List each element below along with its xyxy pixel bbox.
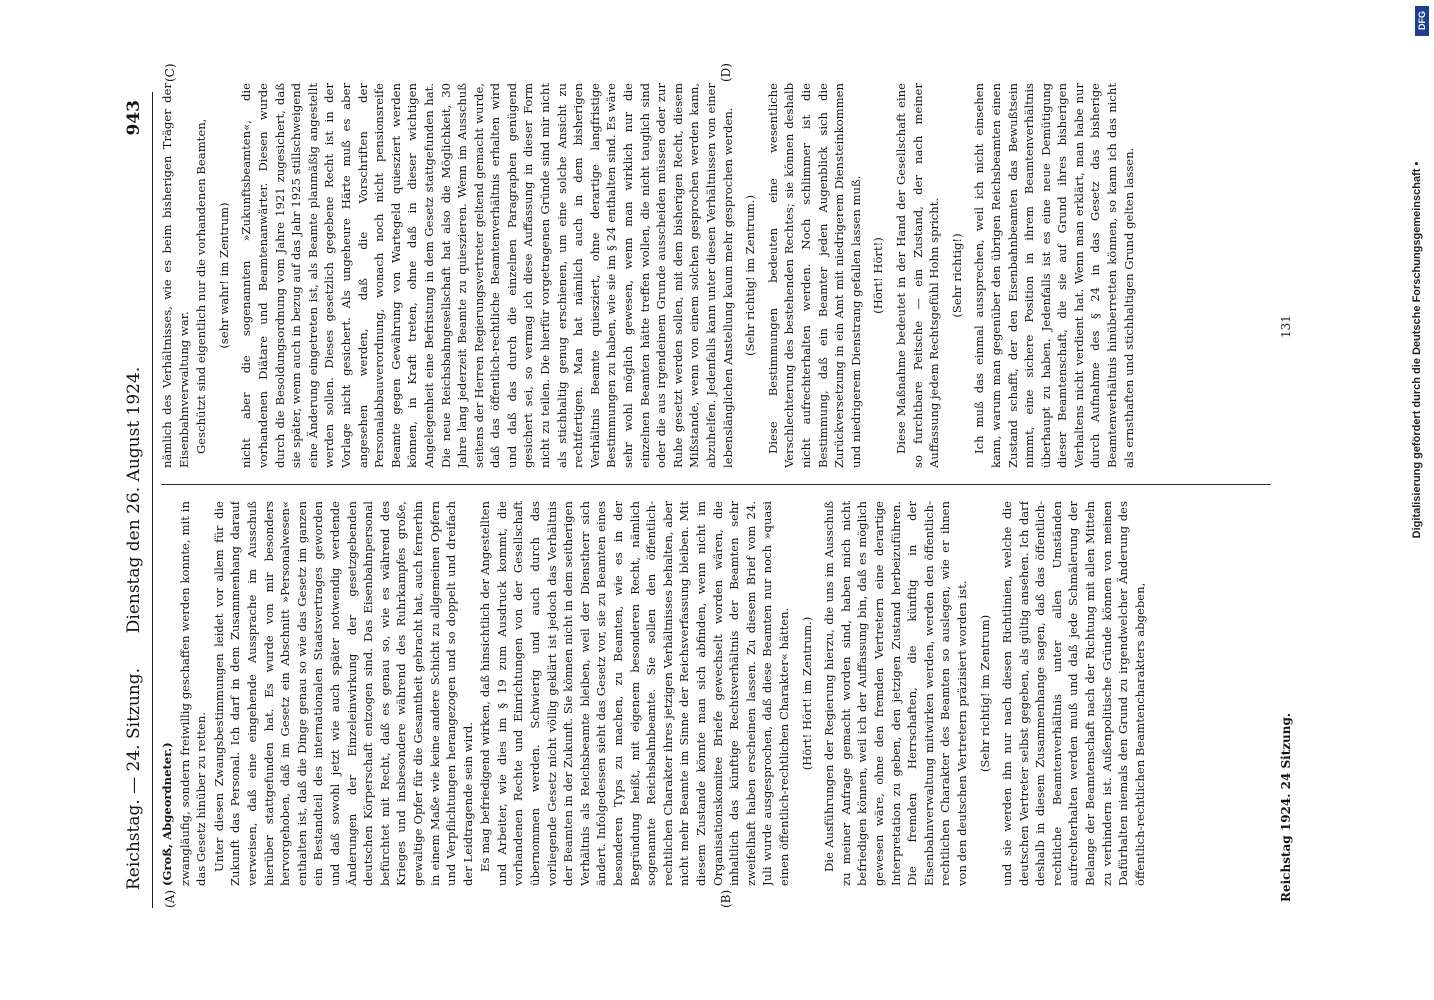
left-column bbox=[159, 501, 1279, 886]
dfg-logo: DFG bbox=[1415, 6, 1429, 36]
interjection: (Sehr richtig!) bbox=[949, 233, 964, 318]
paragraph: nicht aber die sogenannten »Zukunftsbeamten«, die vorhandenen Diätare und Beamtenanwärter. Diesen wurde durch die Besoldungsordnung vom Jahre 1921 zugesichert, daß sie später, wenn auch in bezug auf das Jahr 1925 stillschweigend eine Änderung eingetreten ist, als Beamte planmäßig angestellt werden sollen. Dieses gesetzlich gegebene Recht ist in der Vorlage nicht gesichert. Als ungeheure Härte muß es aber angesehen werden, daß die Vorschriften der Personalabbauverordnung, wonach noch nicht pensionsreife Beamte gegen Gewährung von Wartegeld quiesziert werden können, in Kraft treten, ohne daß in dieser wichtigen Angelegenheit eine Befristung in dem Gesetz stattgefunden hat. Die neue Reichsbahngesellschaft hat also die Möglichkeit, 30 Jahre lang jederzeit Beamte zu quieszieren. Wenn im Ausschuß seitens der Herren Regierungsvertreter geltend gemacht wurde, daß das öffentlich-rechtliche Beamtenverhältnis erhalten wird und daß das durch die einzelnen Paragraphen genügend gesichert sei, so vermag ich diese Auffassung in dieser Form nicht zu teilen. Die hierfür vorgetragenen Gründe sind mir nicht als stichhaltig genug erschienen, um eine solche Ansicht zu rechtfertigen. Man hat nämlich auch in dem bisherigen Verhältnis Beamte quiesziert, ohne derartige langfristige Bestimmungen zu haben, wie sie im § 24 enthalten sind. Es wäre sehr wohl möglich gewesen, wenn man wirklich nur die einzelnen Beamten hätte treffen wollen, die nicht tauglich sind oder die aus irgendeinem Grunde ausscheiden müssen oder zur Ruhe gesetzt werden sollen, mit dem bisherigen Recht, diesem Mißstande, wenn von einem solchen gesprochen werden kann, abzuhelfen. Jedenfalls kann unter diesen Verhältnissen von einer lebenslänglichen Anstellung kaum mehr gesprochen werden. bbox=[239, 83, 735, 468]
header-date: Dienstag den 26. August 1924. bbox=[124, 366, 144, 634]
column-divider bbox=[161, 484, 1271, 485]
interjection: (Hört! Hört! im Zentrum.) bbox=[799, 616, 814, 771]
funding-sidebar bbox=[1408, 0, 1434, 1000]
interjection: (sehr wahr! im Zentrum) bbox=[216, 202, 231, 349]
paragraph: nämlich des Verhältnisses, wie es beim bisherigen Träger der Eisenbahnverwaltung war. bbox=[160, 83, 191, 468]
document-page bbox=[102, 63, 1332, 930]
interjection: (Sehr richtig! im Zentrum.) bbox=[743, 195, 758, 357]
margin-marker-c: (C) bbox=[163, 63, 177, 82]
paragraph: Unter diesen Zwangsbestimmungen leidet vor allem für die Zukunft das Personal. Ich darf in dem Zusammenhang darauf verweisen, daß eine eingehende Aussprache im Ausschuß hierüber stattgefunden hat. Es wurde von mir besonders hervorgehoben, daß im Gesetz ein Abschnitt »Personalwesen« enthalten ist, daß die Dinge genau so wie das Gesetz im ganzen ein Bestandteil des internationalen Staatsvertrages geworden und daß sowohl jetzt wie auch später notwendig werdende Änderungen der Einzeleinwirkung der gesetzgebenden deutschen Körperschaft entzogen sind. Das Eisenbahnpersonal befürchtet mit Recht, daß es genau so, wie es während des Krieges und insbesondere während des Ruhrkampfes große, gewaltige Opfer für die Gesamtheit gebracht hat, auch fernerhin in einem Maße wie keine andere Schicht zu allgemeinen Opfern und Verpflichtungen herangezogen und so doppelt und dreifach der Leidtragende sein wird. bbox=[211, 501, 475, 886]
paragraph: Es mag befriedigend wirken, daß hinsichtlich der Angestellten und Arbeiter, wie dies im § 19 zum Ausdruck kommt, die vorhandenen Rechte und Einrichtungen von der Gesellschaft übernommen werden. Schwierig und auch durch das vorliegende Gesetz nicht völlig geklärt ist jedoch das Verhältnis der Beamten in der Zukunft. Sie können nicht in dem seitherigen Verhältnis als Reichsbeamte bleiben, weil der Dienstherr sich ändert. Infolgedessen sieht das Gesetz vor, sie zu Beamten eines besonderen Typs zu machen, zu Beamten, wie es in der Begründung heißt, mit eigenem besonderen Recht, nämlich sogenannte Reichsbahnbeamte. Sie sollen den öffentlich-rechtlichen Charakter ihres jetzigen Verhältnisses behalten, aber nicht mehr Beamte im Sinne der Reichsverfassung bleiben. Mit diesem Zustande könnte man sich abfinden, wenn nicht im Organisationskomitee Briefe gewechselt worden wären, die inhaltlich das künftige Rechtsverhältnis der Beamten sehr zweifelhaft haben erscheinen lassen. Zu diesem Brief vom 24. Juli wurde ausgesprochen, daß diese Beamten nur noch »quasi einen öffentlich-rechtlichen Charakter« hätten. bbox=[478, 501, 791, 886]
right-column bbox=[159, 83, 1279, 468]
paragraph: zwangläufig, sondern freiwillig geschaffen werden konnte, mit in das Gesetz hinüber zu retten. bbox=[177, 501, 209, 886]
page-number: 943 bbox=[124, 100, 144, 136]
margin-marker-d: (D) bbox=[719, 63, 733, 82]
margin-marker-b: (B) bbox=[719, 889, 733, 908]
page-header bbox=[118, 92, 153, 908]
text-columns bbox=[159, 63, 1293, 908]
paragraph: Ich muß das einmal aussprechen, weil ich nicht einsehen kann, warum man gegenüber den übrigen Reichsbeamten einen Zustand schafft, der den Eisenbahnbeamten das Bewußtsein nimmt, eine sichere Position in ihrem Beamtenverhältnis überhaupt zu haben. Jedenfalls ist es eine neue Demütigung dieser Beamtenschaft, die sie auf Grund ihres bisherigen Verhaltens nicht verdient hat. Wenn man erklärt, man habe nur durch Aufnahme des § 24 in das Gesetz das bisherige Beamtenverhältnis hinüberretten können, so kann ich das nicht als ernsthaften und stichhaltigen Grund gelten lassen. bbox=[972, 83, 1136, 468]
speaker-label: (Groß, Abgeordneter.) bbox=[160, 742, 174, 886]
interjection: (Sehr richtig! im Zentrum) bbox=[977, 614, 992, 773]
footer-signature: 131 bbox=[1279, 315, 1293, 338]
header-session: Reichstag. — 24. Sitzung. bbox=[124, 667, 144, 890]
paragraph: Diese Maßnahme bedeutet in der Hand der Gesellschaft eine so furchtbare Peitsche — ein Zustand, der nach meiner Auffassung jedem Rechtsgefühl Hohn spricht. bbox=[893, 83, 942, 468]
paragraph: Geschützt sind eigentlich nur die vorhandenen Beamten, bbox=[194, 118, 209, 454]
paragraph: Diese Bestimmungen bedeuten eine wesentliche Verschlechterung des bestehenden Rechtes; sie können deshalb nicht aufrechterhalten werden. Noch schlimmer ist die Bestimmung, daß ein Beamter jeden Augenblick sich die Zurückversetzung in ein Amt mit niedrigerem Diensteinkommen und niedrigerem Dienstrang gefallen lassen muß. bbox=[765, 83, 863, 468]
paragraph: Die Ausführungen der Regierung hierzu, die uns im Ausschuß zu meiner Anfrage gemacht worden sind, haben mich nicht befriedigen können, weil ich der Auffassung bin, daß es möglich gewesen wäre, ohne den fremden Vertretern eine derartige Interpretation zu geben, den jetzigen Zustand herbeizuführen. Die fremden Herrschaften, die künftig in der Eisenbahnverwaltung mitwirken werden, werden den öffentlich-rechtlichen Charakter des Beamten so auslegen, wie er ihnen von den deutschen Vertretern präzisiert worden ist. bbox=[822, 501, 969, 886]
funding-note: Digitalisierung gefördert durch die Deutsche Forschungsgemeinschaft • bbox=[1411, 161, 1423, 539]
paragraph: und sie werden ihn nur nach diesen Richtlinien, welche die deutschen Vertreter selbst gegeben, als gültig ansehen. Ich darf deshalb in diesem Zusammenhange sagen, daß das öffentlich-rechtliche Beamtenverhältnis unter allen Umständen aufrechterhalten werden muß und daß jede Schmälerung der Belange der Beamtenschaft nach der Richtung mit allen Mitteln zu verhindern ist. Außenpolitische Gründe können von meinen Dafürhalten niemals den Grund zu irgendwelcher Änderung des öffentlich-rechtlichen Beamtencharakters abgeben, bbox=[1000, 501, 1147, 886]
margin-marker-a: (A) bbox=[163, 889, 177, 908]
interjection: (Hört! Hört!) bbox=[871, 237, 886, 314]
footer-session: Reichstag 1924. 24 Sitzung. bbox=[1279, 712, 1293, 902]
